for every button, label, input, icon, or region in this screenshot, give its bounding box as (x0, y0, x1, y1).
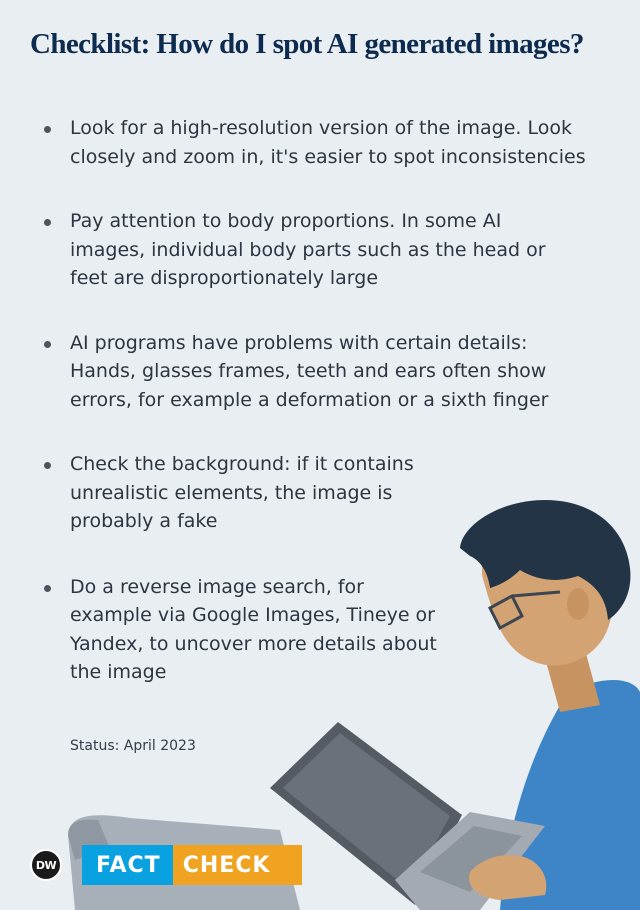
bullet-icon (44, 585, 51, 592)
page-title: Checklist: How do I spot AI generated images? (30, 28, 584, 60)
checklist-item-text: Look for a high-resolution version of the image. Look closely and zoom in, it's easier to spot inconsistencies (70, 117, 586, 168)
checklist-item-text: Do a reverse image search, for example via Google Images, Tineye or Yandex, to uncover more details about the image (70, 575, 437, 683)
checklist-item-text: AI programs have problems with certain details: Hands, glasses frames, teeth and ears often show errors, for example a deformation or a sixth finger (70, 331, 549, 411)
checklist-item (44, 573, 450, 687)
bullet-icon (44, 219, 51, 226)
brand-footer (30, 845, 302, 885)
checklist-item (44, 114, 590, 171)
checklist (44, 114, 590, 687)
fact-label: FACT (82, 845, 173, 885)
bullet-icon (44, 462, 51, 469)
checklist-item (44, 207, 570, 293)
checklist-item-text: Check the background: if it contains unrealistic elements, the image is probably a fake (70, 453, 414, 532)
bullet-icon (44, 341, 51, 348)
dw-logo: DW (30, 849, 62, 881)
fact-check-badge (82, 845, 302, 885)
status-date: Status: April 2023 (70, 738, 196, 754)
checklist-item-text: Pay attention to body proportions. In some AI images, individual body parts such as the head or feet are disproportionately large (70, 210, 546, 289)
checklist-item (44, 450, 460, 536)
check-label: CHECK (173, 845, 303, 885)
bullet-icon (44, 126, 51, 133)
checklist-item (44, 329, 590, 415)
